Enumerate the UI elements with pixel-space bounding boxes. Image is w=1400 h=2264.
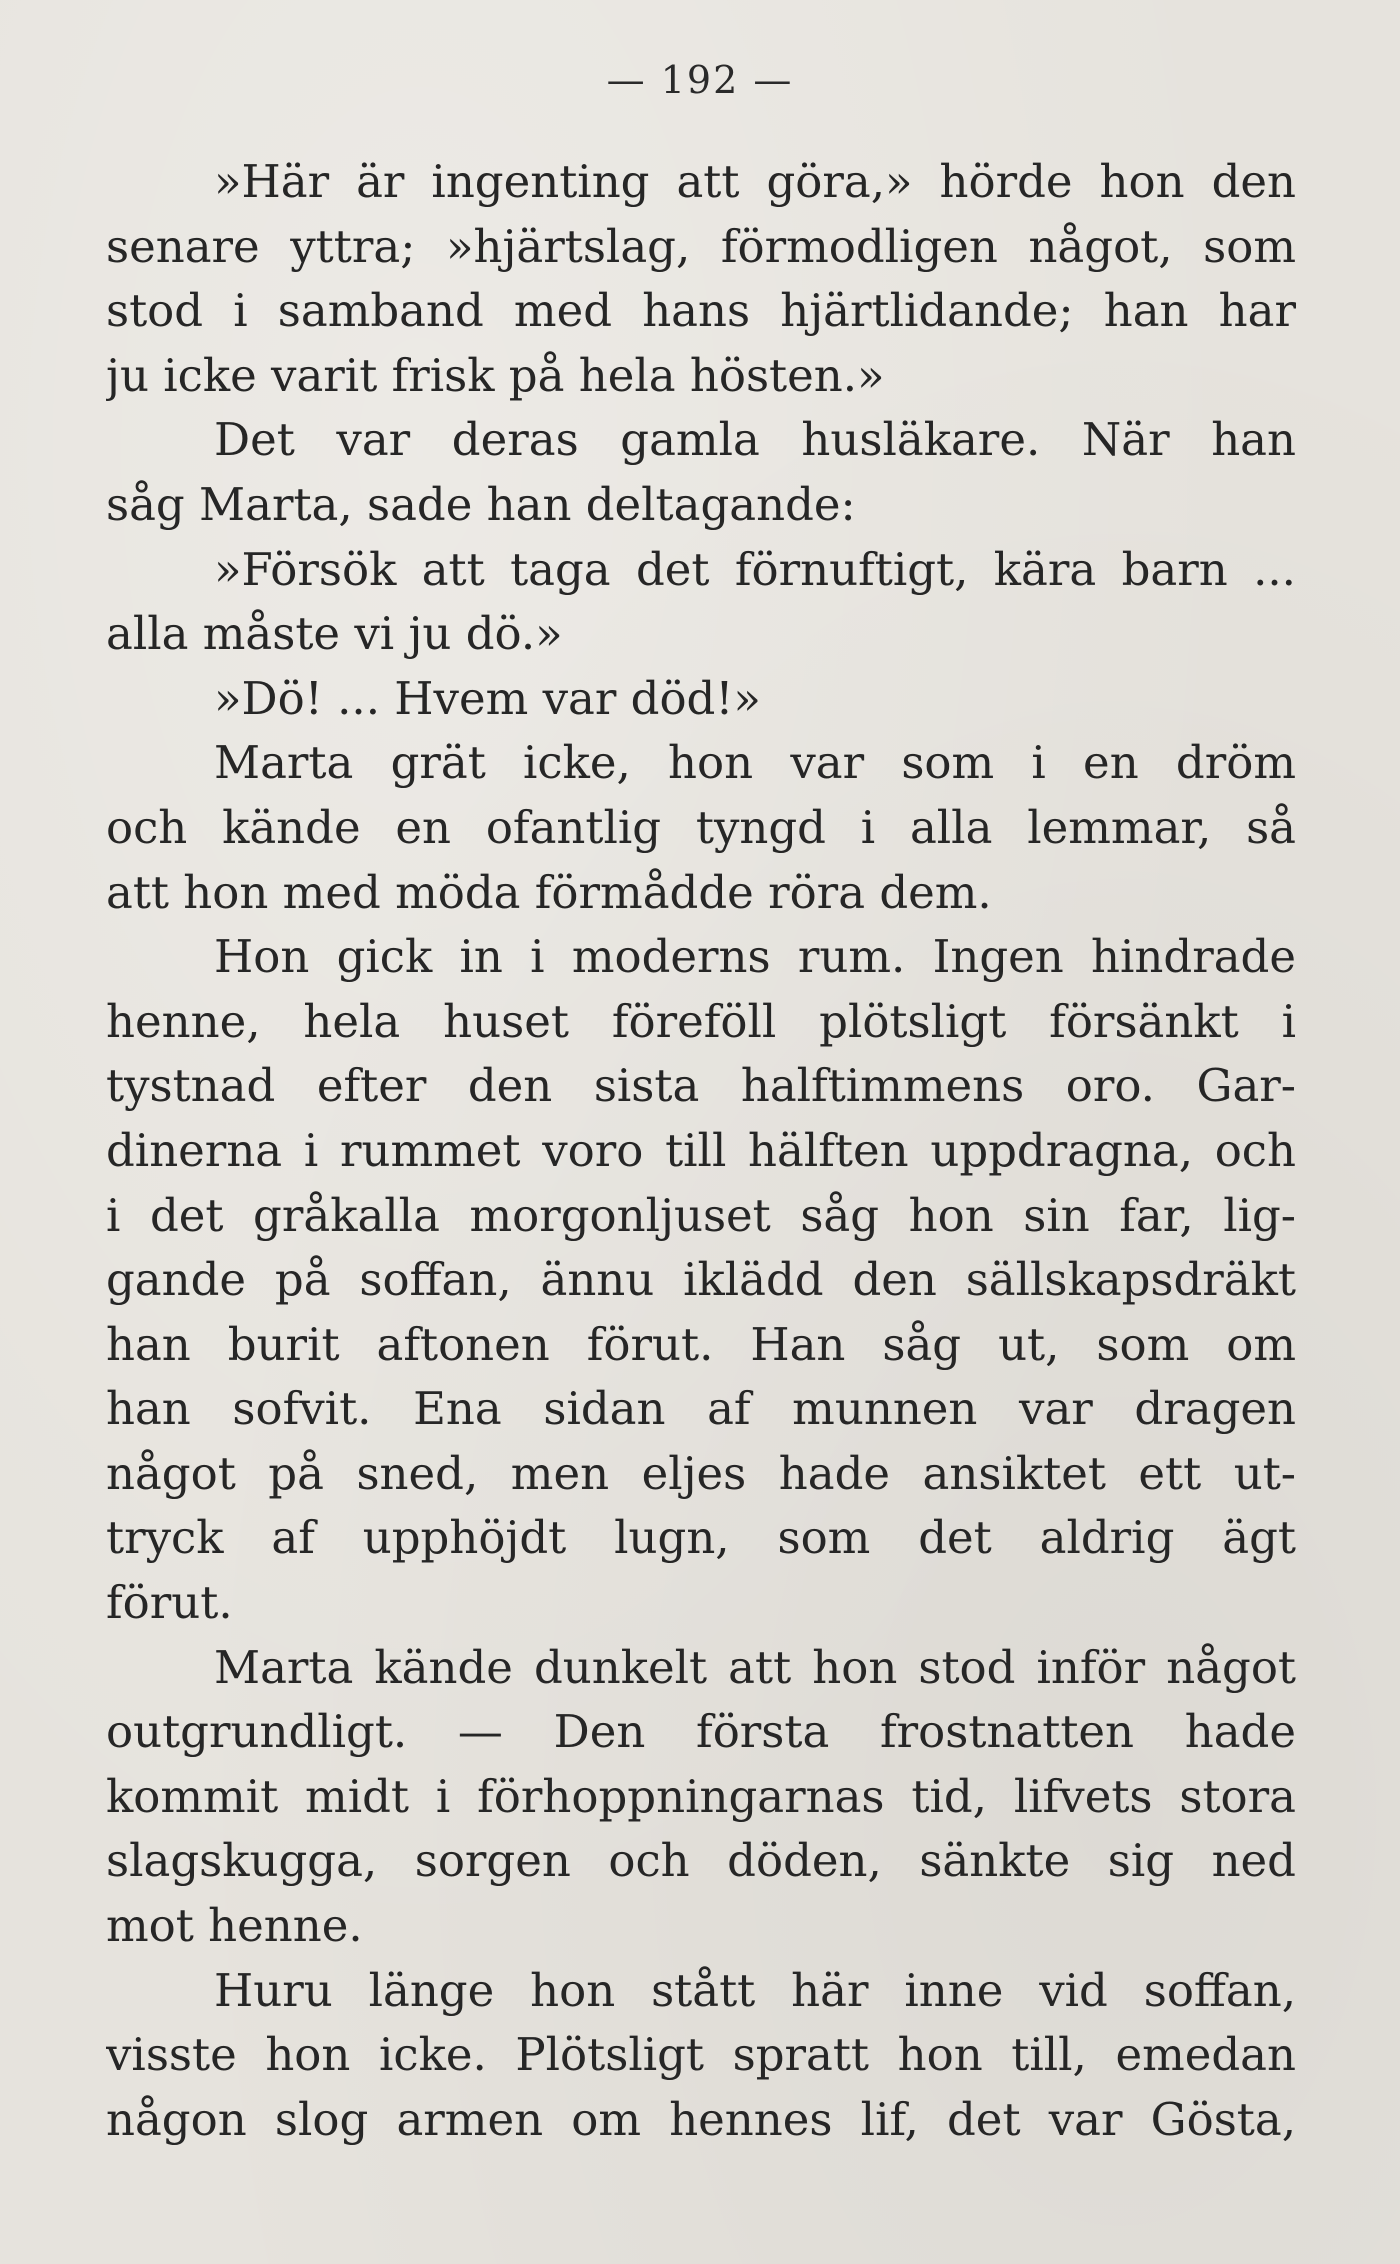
text-line: »Dö! ... Hvem var död!»	[214, 671, 761, 725]
text-line: Huru länge hon stått här inne vid soffan,	[214, 1963, 1296, 2017]
text-line: han sofvit. Ena sidan af munnen var dragen	[106, 1382, 1296, 1436]
text-line: något på sned, men eljes hade ansiktet ett ut-	[106, 1446, 1296, 1500]
text-line: gande på soffan, ännu iklädd den sällskapsdräkt	[106, 1253, 1296, 1307]
text-line: slagskugga, sorgen och döden, sänkte sig ned	[106, 1834, 1296, 1888]
text-line: i det gråkalla morgonljuset såg hon sin far, lig-	[106, 1188, 1296, 1242]
text-line: förut.	[106, 1576, 233, 1630]
text-line: att hon med möda förmådde röra dem.	[106, 865, 992, 919]
text-line: visste hon icke. Plötsligt spratt hon till, emedan	[106, 2028, 1296, 2082]
text-line: han burit aftonen förut. Han såg ut, som om	[106, 1317, 1296, 1371]
text-line: Marta grät icke, hon var som i en dröm	[214, 736, 1296, 790]
text-line: senare yttra; »hjärtslag, förmodligen något, som	[106, 219, 1296, 273]
text-line: alla måste vi ju dö.»	[106, 607, 563, 661]
page-number: — 192 —	[606, 58, 794, 102]
text-line: tystnad efter den sista halftimmens oro. Gar-	[106, 1059, 1296, 1113]
text-line: ju icke varit frisk på hela hösten.»	[106, 348, 885, 402]
text-line: Hon gick in i moderns rum. Ingen hindrade	[214, 930, 1296, 984]
text-line: tryck af upphöjdt lugn, som det aldrig ägt	[106, 1511, 1296, 1565]
text-line: henne, hela huset föreföll plötsligt försänkt i	[106, 994, 1296, 1048]
text-line: såg Marta, sade han deltagande:	[106, 477, 856, 531]
text-line: någon slog armen om hennes lif, det var Gösta,	[106, 2092, 1296, 2146]
text-line: »Försök att taga det förnuftigt, kära barn ...	[214, 542, 1296, 596]
text-line: »Här är ingenting att göra,» hörde hon den	[214, 155, 1296, 208]
text-line: och kände en ofantlig tyngd i alla lemmar, så	[106, 800, 1296, 854]
text-line: kommit midt i förhoppningarnas tid, lifvets stora	[106, 1769, 1296, 1823]
text-line: outgrundligt. — Den första frostnatten hade	[106, 1705, 1296, 1759]
text-line: Marta kände dunkelt att hon stod inför något	[214, 1640, 1296, 1694]
text-line: stod i samband med hans hjärtlidande; han har	[106, 284, 1296, 338]
text-line: mot henne.	[106, 1899, 363, 1953]
text-line: Det var deras gamla husläkare. När han	[214, 413, 1296, 467]
text-line: dinerna i rummet voro till hälften uppdragna, och	[106, 1123, 1296, 1177]
body-text	[106, 150, 1296, 2152]
